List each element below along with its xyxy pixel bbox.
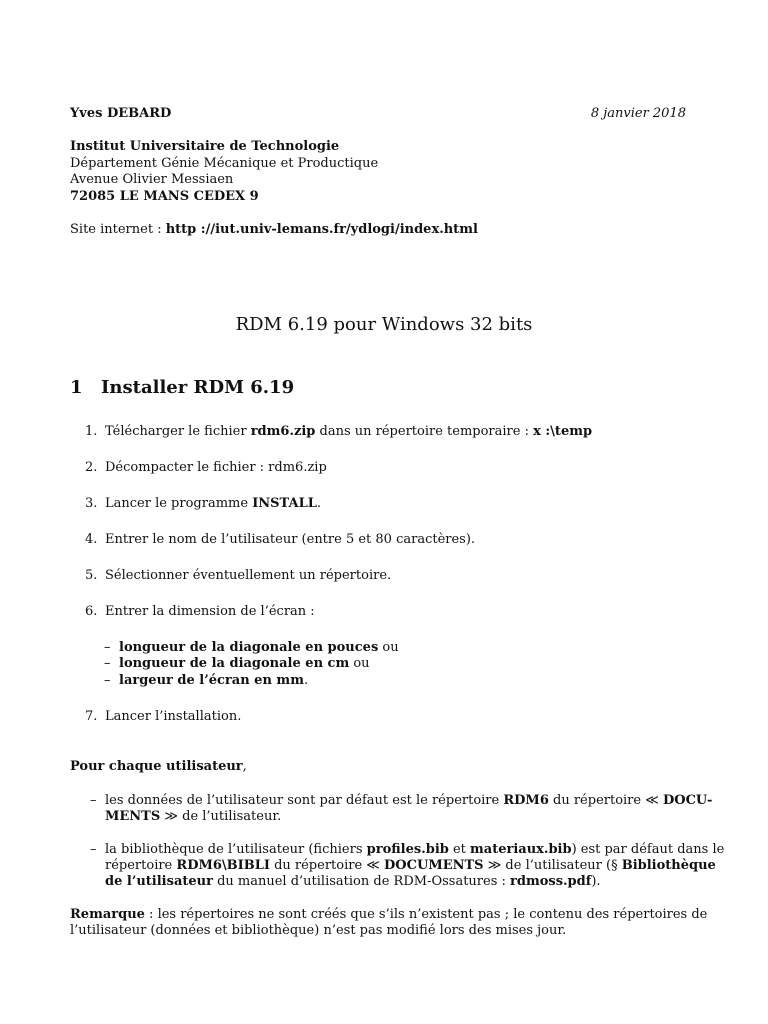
site-url[interactable]: http ://iut.univ-lemans.fr/ydlogi/index.html [165, 222, 478, 237]
list-item: 2. Décompacter le fichier : rdm6.zip [85, 460, 327, 475]
institution-city: 72085 LE MANS CEDEX 9 [70, 189, 259, 204]
bullet-item-line: de l’utilisateur du manuel d’utilisation de RDM-Ossatures : rdmoss.pdf). [105, 874, 601, 889]
screen-option: – longueur de la diagonale en pouces ou [104, 640, 399, 655]
section-number: 1 [70, 377, 83, 398]
section-heading [70, 377, 294, 399]
screen-option: – largeur de l’écran en mm. [104, 673, 309, 688]
list-item: 3. Lancer le programme INSTALL. [85, 496, 322, 511]
institution-name: Institut Universitaire de Technologie [70, 139, 340, 154]
institution-street: Avenue Olivier Messiaen [70, 172, 234, 187]
author-name: Yves DEBARD [70, 106, 172, 121]
list-item: 1. Télécharger le fichier rdm6.zip dans un répertoire temporaire : x :\temp [85, 424, 593, 439]
bullet-item-line: répertoire RDM6\BIBLI du répertoire ≪ DOCUMENTS ≫ de l’utilisateur (§ Bibliothèque [105, 858, 716, 873]
list-item: 5. Sélectionner éventuellement un répertoire. [85, 568, 392, 583]
site-label: Site internet : [70, 222, 162, 237]
section-title: Installer RDM 6.19 [101, 377, 295, 398]
per-user-heading: Pour chaque utilisateur, [70, 759, 247, 774]
list-item: 7. Lancer l’installation. [85, 709, 242, 724]
list-item: 4. Entrer le nom de l’utilisateur (entre 5 et 80 caractères). [85, 532, 476, 547]
bullet-item-line: MENTS ≫ de l’utilisateur. [105, 809, 282, 824]
institution-department: Département Génie Mécanique et Productique [70, 156, 379, 171]
bullet-item-line: – la bibliothèque de l’utilisateur (fichiers profiles.bib et materiaux.bib) est par défaut dans le [90, 842, 725, 857]
remark-line: Remarque : les répertoires ne sont créés que s’ils n’existent pas ; le contenu des répertoires de [70, 907, 708, 922]
remark-line: l’utilisateur (données et bibliothèque) n’est pas modifié lors des mises jour. [70, 923, 567, 938]
bullet-item-line: – les données de l’utilisateur sont par défaut est le répertoire RDM6 du répertoire ≪ DOCU- [90, 793, 713, 808]
document-date: 8 janvier 2018 [590, 106, 686, 121]
screen-option: – longueur de la diagonale en cm ou [104, 656, 370, 671]
list-item: 6. Entrer la dimension de l’écran : [85, 604, 315, 619]
document-title: RDM 6.19 pour Windows 32 bits [235, 314, 533, 335]
site-line [70, 222, 478, 238]
